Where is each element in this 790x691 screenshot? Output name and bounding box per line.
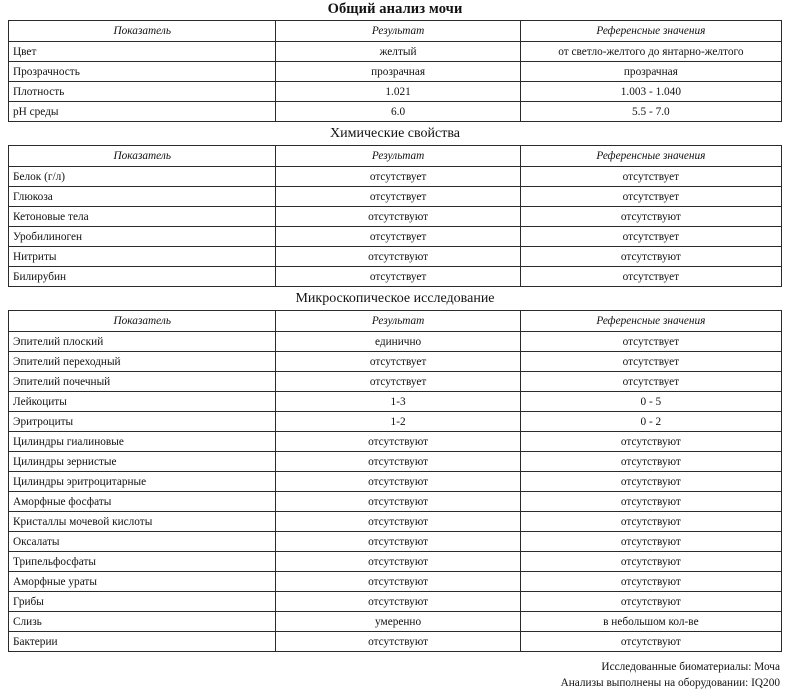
row-parameter-name: Оксалаты [9, 532, 276, 552]
row-parameter-name: Глюкоза [9, 187, 276, 207]
footer-equipment: Анализы выполнены на оборудовании: IQ200 [560, 677, 780, 689]
table-row [9, 592, 782, 612]
row-result-value: отсутствуют [276, 512, 520, 532]
row-parameter-name: pH среды [9, 102, 276, 122]
row-reference-range: отсутствует [520, 167, 781, 187]
row-result-value: отсутствует [276, 187, 520, 207]
row-result-value: отсутствуют [276, 472, 520, 492]
row-parameter-name: Аморфные ураты [9, 572, 276, 592]
section-title-microscopy: Микроскопическое исследование [295, 291, 495, 306]
row-parameter-name: Цилиндры эритроцитарные [9, 472, 276, 492]
table-row [9, 492, 782, 512]
row-reference-range: отсутствует [520, 332, 781, 352]
lab-report-page [0, 1, 790, 689]
row-reference-range: отсутствуют [520, 632, 781, 652]
row-parameter-name: Уробилиноген [9, 227, 276, 247]
column-header-reference: Референсные значения [520, 311, 781, 332]
row-reference-range: отсутствует [520, 227, 781, 247]
footer-biomaterials: Исследованные биоматериалы: Моча [601, 661, 780, 673]
row-result-value: отсутствуют [276, 452, 520, 472]
table-row [9, 392, 782, 412]
row-result-value: отсутствуют [276, 247, 520, 267]
table-row [9, 247, 782, 267]
table-row [9, 62, 782, 82]
row-reference-range: отсутствует [520, 267, 781, 287]
column-header-result: Результат [276, 311, 520, 332]
column-header-reference: Референсные значения [520, 21, 781, 42]
row-reference-range: 1.003 - 1.040 [520, 82, 781, 102]
row-reference-range: 0 - 2 [520, 412, 781, 432]
row-result-value: желтый [276, 42, 520, 62]
row-parameter-name: Белок (г/л) [9, 167, 276, 187]
row-parameter-name: Аморфные фосфаты [9, 492, 276, 512]
row-reference-range: отсутствуют [520, 552, 781, 572]
row-result-value: отсутствует [276, 167, 520, 187]
table-header-row [9, 146, 782, 167]
table-row [9, 432, 782, 452]
row-parameter-name: Цилиндры гиалиновые [9, 432, 276, 452]
column-header-name: Показатель [9, 146, 276, 167]
section-title-chemical: Химические свойства [330, 126, 460, 141]
row-parameter-name: Грибы [9, 592, 276, 612]
row-parameter-name: Эритроциты [9, 412, 276, 432]
row-result-value: прозрачная [276, 62, 520, 82]
row-result-value: отсутствуют [276, 492, 520, 512]
row-reference-range: отсутствует [520, 352, 781, 372]
table-row [9, 452, 782, 472]
row-result-value: отсутствует [276, 267, 520, 287]
table-row [9, 167, 782, 187]
row-result-value: 6.0 [276, 102, 520, 122]
report-sections [8, 20, 782, 652]
row-reference-range: отсутствует [520, 187, 781, 207]
table-row [9, 42, 782, 62]
row-reference-range: прозрачная [520, 62, 781, 82]
row-result-value: отсутствует [276, 372, 520, 392]
table-header-row [9, 21, 782, 42]
row-reference-range: отсутствуют [520, 492, 781, 512]
column-header-name: Показатель [9, 21, 276, 42]
table-row [9, 612, 782, 632]
row-parameter-name: Цвет [9, 42, 276, 62]
row-parameter-name: Прозрачность [9, 62, 276, 82]
row-result-value: отсутствуют [276, 552, 520, 572]
row-result-value: единично [276, 332, 520, 352]
row-parameter-name: Эпителий почечный [9, 372, 276, 392]
row-reference-range: отсутствуют [520, 472, 781, 492]
row-result-value: 1-3 [276, 392, 520, 412]
table-row [9, 187, 782, 207]
row-result-value: отсутствуют [276, 532, 520, 552]
table-row [9, 572, 782, 592]
row-reference-range: отсутствуют [520, 532, 781, 552]
row-parameter-name: Билирубин [9, 267, 276, 287]
table-row [9, 552, 782, 572]
table-row [9, 412, 782, 432]
row-parameter-name: Бактерии [9, 632, 276, 652]
row-reference-range: 5.5 - 7.0 [520, 102, 781, 122]
table-row [9, 267, 782, 287]
table-row [9, 227, 782, 247]
row-reference-range: отсутствуют [520, 452, 781, 472]
table-row [9, 332, 782, 352]
row-parameter-name: Лейкоциты [9, 392, 276, 412]
page-title: Общий анализ мочи [327, 1, 463, 17]
row-result-value: 1-2 [276, 412, 520, 432]
row-reference-range: от светло-желтого до янтарно-желтого [520, 42, 781, 62]
row-parameter-name: Нитриты [9, 247, 276, 267]
row-parameter-name: Кетоновые тела [9, 207, 276, 227]
row-parameter-name: Трипельфосфаты [9, 552, 276, 572]
table-row [9, 82, 782, 102]
table-row [9, 472, 782, 492]
column-header-name: Показатель [9, 311, 276, 332]
table-row [9, 632, 782, 652]
row-reference-range: отсутствуют [520, 432, 781, 452]
table-row [9, 207, 782, 227]
table-header-row [9, 311, 782, 332]
row-parameter-name: Эпителий плоский [9, 332, 276, 352]
table-row [9, 532, 782, 552]
row-parameter-name: Слизь [9, 612, 276, 632]
row-result-value: умеренно [276, 612, 520, 632]
row-reference-range: в небольшом кол-ве [520, 612, 781, 632]
table-chemical [8, 145, 782, 287]
row-result-value: отсутствуют [276, 632, 520, 652]
row-reference-range: 0 - 5 [520, 392, 781, 412]
row-result-value: отсутствуют [276, 432, 520, 452]
table-row [9, 102, 782, 122]
row-result-value: отсутствуют [276, 207, 520, 227]
row-result-value: отсутствует [276, 352, 520, 372]
row-result-value: отсутствуют [276, 592, 520, 612]
row-parameter-name: Кристаллы мочевой кислоты [9, 512, 276, 532]
table-microscopy [8, 310, 782, 652]
row-reference-range: отсутствует [520, 372, 781, 392]
row-reference-range: отсутствуют [520, 512, 781, 532]
row-reference-range: отсутствуют [520, 572, 781, 592]
report-footer [8, 659, 782, 691]
column-header-result: Результат [276, 146, 520, 167]
table-row [9, 372, 782, 392]
row-parameter-name: Эпителий переходный [9, 352, 276, 372]
table-row [9, 512, 782, 532]
row-result-value: отсутствует [276, 227, 520, 247]
row-parameter-name: Плотность [9, 82, 276, 102]
row-parameter-name: Цилиндры зернистые [9, 452, 276, 472]
row-result-value: 1.021 [276, 82, 520, 102]
row-reference-range: отсутствуют [520, 247, 781, 267]
table-row [9, 352, 782, 372]
row-result-value: отсутствуют [276, 572, 520, 592]
row-reference-range: отсутствуют [520, 207, 781, 227]
column-header-reference: Референсные значения [520, 146, 781, 167]
table-general [8, 20, 782, 122]
column-header-result: Результат [276, 21, 520, 42]
row-reference-range: отсутствуют [520, 592, 781, 612]
